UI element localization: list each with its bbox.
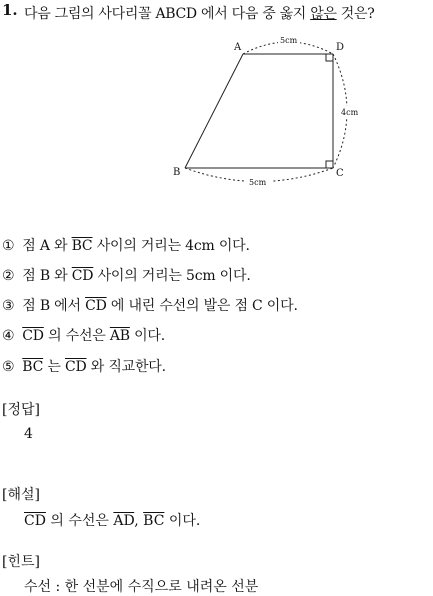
option-4[interactable] [2, 325, 165, 345]
segment-cd: $\overline{CD}$ [64, 359, 87, 375]
option-1[interactable] [2, 235, 250, 255]
segment-ab: $\overline{AB}$ [109, 328, 130, 344]
answer-label: [정답] [2, 402, 40, 418]
option-text: 점 A 와 [22, 238, 72, 254]
option-text: 사이의 거리는 4cm 이다. [92, 238, 250, 254]
option-3[interactable] [2, 295, 298, 315]
option-marker: ① [2, 238, 15, 254]
option-marker: ② [2, 268, 15, 284]
trapezoid-figure [165, 30, 365, 190]
hint-label: [힌트] [2, 554, 40, 570]
length-label-bottom: 5cm [249, 178, 267, 187]
segment-bc: $\overline{BC}$ [143, 513, 165, 529]
segment-cd: $\overline{CD}$ [24, 513, 46, 529]
length-label-right: 4cm [341, 108, 359, 117]
option-text: 는 [43, 359, 65, 375]
question-text-pre: 다음 그림의 사다리꼴 ABCD 에서 다음 중 옳지 [24, 6, 311, 22]
explanation-text: 이다. [164, 513, 201, 529]
hint-text: 수선 : 한 선분에 수직으로 내려온 선분 [24, 579, 259, 595]
option-marker: ③ [2, 298, 15, 314]
explanation-text: , [134, 513, 144, 529]
point-label-b: B [173, 167, 181, 178]
point-label-c: C [336, 168, 344, 179]
option-text: 사이의 거리는 5cm 이다. [93, 268, 251, 284]
segment-cd: $\overline{CD}$ [85, 298, 107, 314]
answer-value: 4 [24, 426, 33, 442]
option-5[interactable] [2, 356, 166, 376]
option-text: 이다. [129, 328, 166, 344]
option-text: 에 내린 수선의 발은 점 C 이다. [106, 298, 298, 314]
length-label-top: 5cm [280, 36, 298, 45]
question-text-underlined: 않은 [310, 6, 337, 22]
option-text: 의 수선은 [43, 328, 110, 344]
side-ba [185, 54, 243, 168]
question-number: 1. [2, 1, 18, 19]
explanation-label: [해설] [2, 487, 40, 503]
option-2[interactable] [2, 265, 251, 285]
question-text [24, 3, 374, 23]
option-text: 점 B 에서 [22, 298, 86, 314]
point-label-a: A [234, 42, 242, 53]
option-marker: ④ [2, 328, 15, 344]
option-marker: ⑤ [2, 359, 15, 375]
segment-bc: $\overline{BC}$ [71, 238, 93, 254]
explanation-text: 의 수선은 [45, 513, 114, 529]
segment-ad: $\overline{AD}$ [113, 513, 135, 529]
point-label-d: D [336, 42, 345, 53]
option-text: 점 B 와 [22, 268, 72, 284]
segment-bc: $\overline{BC}$ [22, 359, 44, 375]
right-angle-c [326, 161, 333, 168]
option-text: 와 직교한다. [86, 359, 166, 375]
question-text-post: 것은? [336, 6, 375, 22]
right-angle-d [326, 54, 333, 61]
explanation-text [24, 510, 200, 530]
segment-cd: $\overline{CD}$ [71, 268, 94, 284]
segment-cd: $\overline{CD}$ [22, 328, 44, 344]
